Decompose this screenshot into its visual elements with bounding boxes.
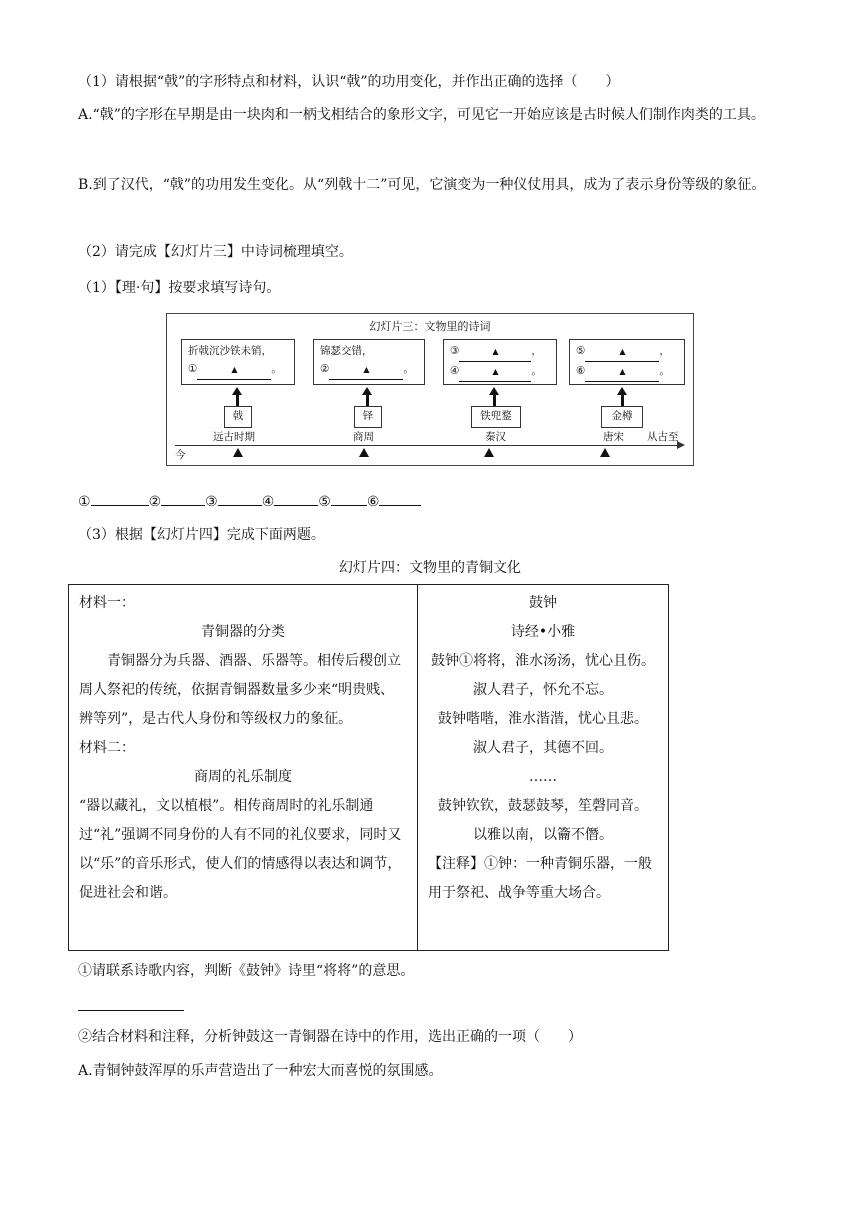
slide-4-table [68, 584, 669, 951]
era-label: 远古时期 [213, 431, 255, 443]
slide-4-caption: 幻灯片四：文物里的青铜文化 [339, 560, 521, 576]
timeline-marker-icon [600, 448, 610, 457]
poem-box-3-line-1: ③ ▲ ， [450, 342, 550, 362]
answer-blank-1[interactable]: ① [78, 491, 149, 510]
poem-line: 鼓钟钦钦，鼓瑟鼓琴，笙磬同音。 [438, 798, 648, 814]
poem-box-4-line-2: ⑥ ▲ 。 [576, 362, 678, 382]
poem-box-3-line-2: ④ ▲ 。 [450, 362, 550, 382]
material-1-text: 青铜器分为兵器、酒器、乐器等。相传后稷创立周人祭祀的传统，依据青铜器数量多少来“明贵贱、辨等列”，是古代人身份和等级权力的象征。 [79, 653, 401, 727]
poem-title: 鼓钟 [529, 595, 557, 611]
answer-line[interactable] [78, 1010, 184, 1011]
material-1-label: 材料一： [79, 595, 135, 611]
poem-box-2 [313, 339, 425, 385]
question-3-1-stem: ①请联系诗歌内容，判断《鼓钟》诗里“将将”的意思。 [78, 963, 415, 979]
poem-line: 鼓钟①将将，淮水汤汤，忧心且伤。 [431, 653, 655, 669]
poem-cell [418, 585, 669, 951]
poem-box-1-line-1: 折戟沉沙铁未销， [188, 345, 272, 357]
arrow-up-icon [493, 394, 496, 406]
timeline-marker-icon [484, 448, 494, 457]
question-1-stem: （1）请根据“戟”的字形特点和材料，认识“戟”的功用变化，并作出正确的选择（ ） [78, 74, 620, 90]
poem-line: 淑人君子，怀允不忘。 [473, 682, 613, 698]
timeline-direction-end-label: 今 [175, 449, 186, 461]
poem-box-1 [181, 339, 295, 385]
poem-line: 鼓钟喈喈，淮水湝湝，忧心且悲。 [438, 711, 648, 727]
arrow-up-icon [621, 394, 624, 406]
relic-tiedoumou: 铁兜鍪 [471, 406, 521, 428]
answer-blank-2[interactable]: ② [149, 491, 206, 510]
era-label: 唐宋 [603, 431, 624, 443]
material-2-label: 材料二： [79, 740, 135, 756]
timeline-marker-icon [359, 448, 369, 457]
answer-blanks [78, 491, 421, 510]
poem-box-4-line-1: ⑤ ▲ ， [576, 342, 678, 362]
relic-jinzun: 金樽 [601, 406, 643, 428]
question-2-subtask: （1）【理·句】按要求填写诗句。 [78, 280, 281, 296]
material-1-title: 青铜器的分类 [201, 624, 285, 640]
material-2-text: “器以藏礼，文以植根”。相传商周时的礼乐制通过“礼”强调不同身份的人有不同的礼仪要求，同时又以“乐”的音乐形式，使人们的情感得以表达和调节，促进社会和谐。 [79, 798, 402, 901]
timeline-marker-icon [233, 448, 243, 457]
slide-3-title: 幻灯片三：文物里的诗词 [369, 320, 491, 333]
poem-box-1-line-2: ① ▲ 。 [188, 360, 288, 380]
poem-box-3 [443, 339, 557, 385]
era-label: 秦汉 [485, 431, 506, 443]
materials-cell [69, 585, 418, 951]
relic-ji: 戟 [224, 406, 252, 428]
poem-note: 【注释】①钟：一种青铜乐器，一般用于祭祀、战争等重大场合。 [428, 856, 652, 901]
arrow-up-icon [366, 394, 369, 406]
poem-source: 诗经•小雅 [510, 624, 576, 640]
poem-line: 淑人君子，其德不回。 [473, 740, 613, 756]
relic-duo: 铎 [354, 406, 382, 428]
era-label: 商周 [353, 431, 374, 443]
question-1-option-b: B.到了汉代，“戟”的功用发生变化。从“列戟十二”可见，它演变为一种仪仗用具，成为了表示身份等级的象征。 [78, 177, 766, 193]
poem-box-2-line-2: ② ▲ 。 [320, 360, 418, 380]
poem-box-4 [569, 339, 685, 385]
poem-line: …… [529, 769, 557, 785]
timeline-axis [175, 445, 683, 446]
question-3-stem: （3）根据【幻灯片四】完成下面两题。 [78, 527, 325, 543]
answer-blank-5[interactable]: ⑤ [318, 491, 367, 510]
answer-blank-3[interactable]: ③ [205, 491, 262, 510]
question-3-2-option-a: A.青铜钟鼓浑厚的乐声营造出了一种宏大而喜悦的氛围感。 [78, 1063, 443, 1079]
poem-box-2-line-1: 锦瑟交错， [320, 345, 373, 357]
question-2-stem: （2）请完成【幻灯片三】中诗词梳理填空。 [78, 244, 353, 260]
question-3-2-stem: ②结合材料和注释，分析钟鼓这一青铜器在诗中的作用，选出正确的一项（ ） [78, 1029, 582, 1045]
timeline-direction-label: 从古至 [647, 431, 679, 443]
question-1-option-a: A.“戟”的字形在早期是由一块肉和一柄戈相结合的象形文字，可见它一开始应该是古时候人们制作肉类的工具。 [78, 107, 765, 123]
poem-line: 以雅以南，以籥不僭。 [473, 827, 613, 843]
answer-blank-6[interactable]: ⑥ [367, 491, 422, 510]
answer-blank-4[interactable]: ④ [262, 491, 319, 510]
material-2-title: 商周的礼乐制度 [194, 769, 292, 785]
arrow-up-icon [236, 394, 239, 406]
slide-3-figure [166, 313, 694, 466]
